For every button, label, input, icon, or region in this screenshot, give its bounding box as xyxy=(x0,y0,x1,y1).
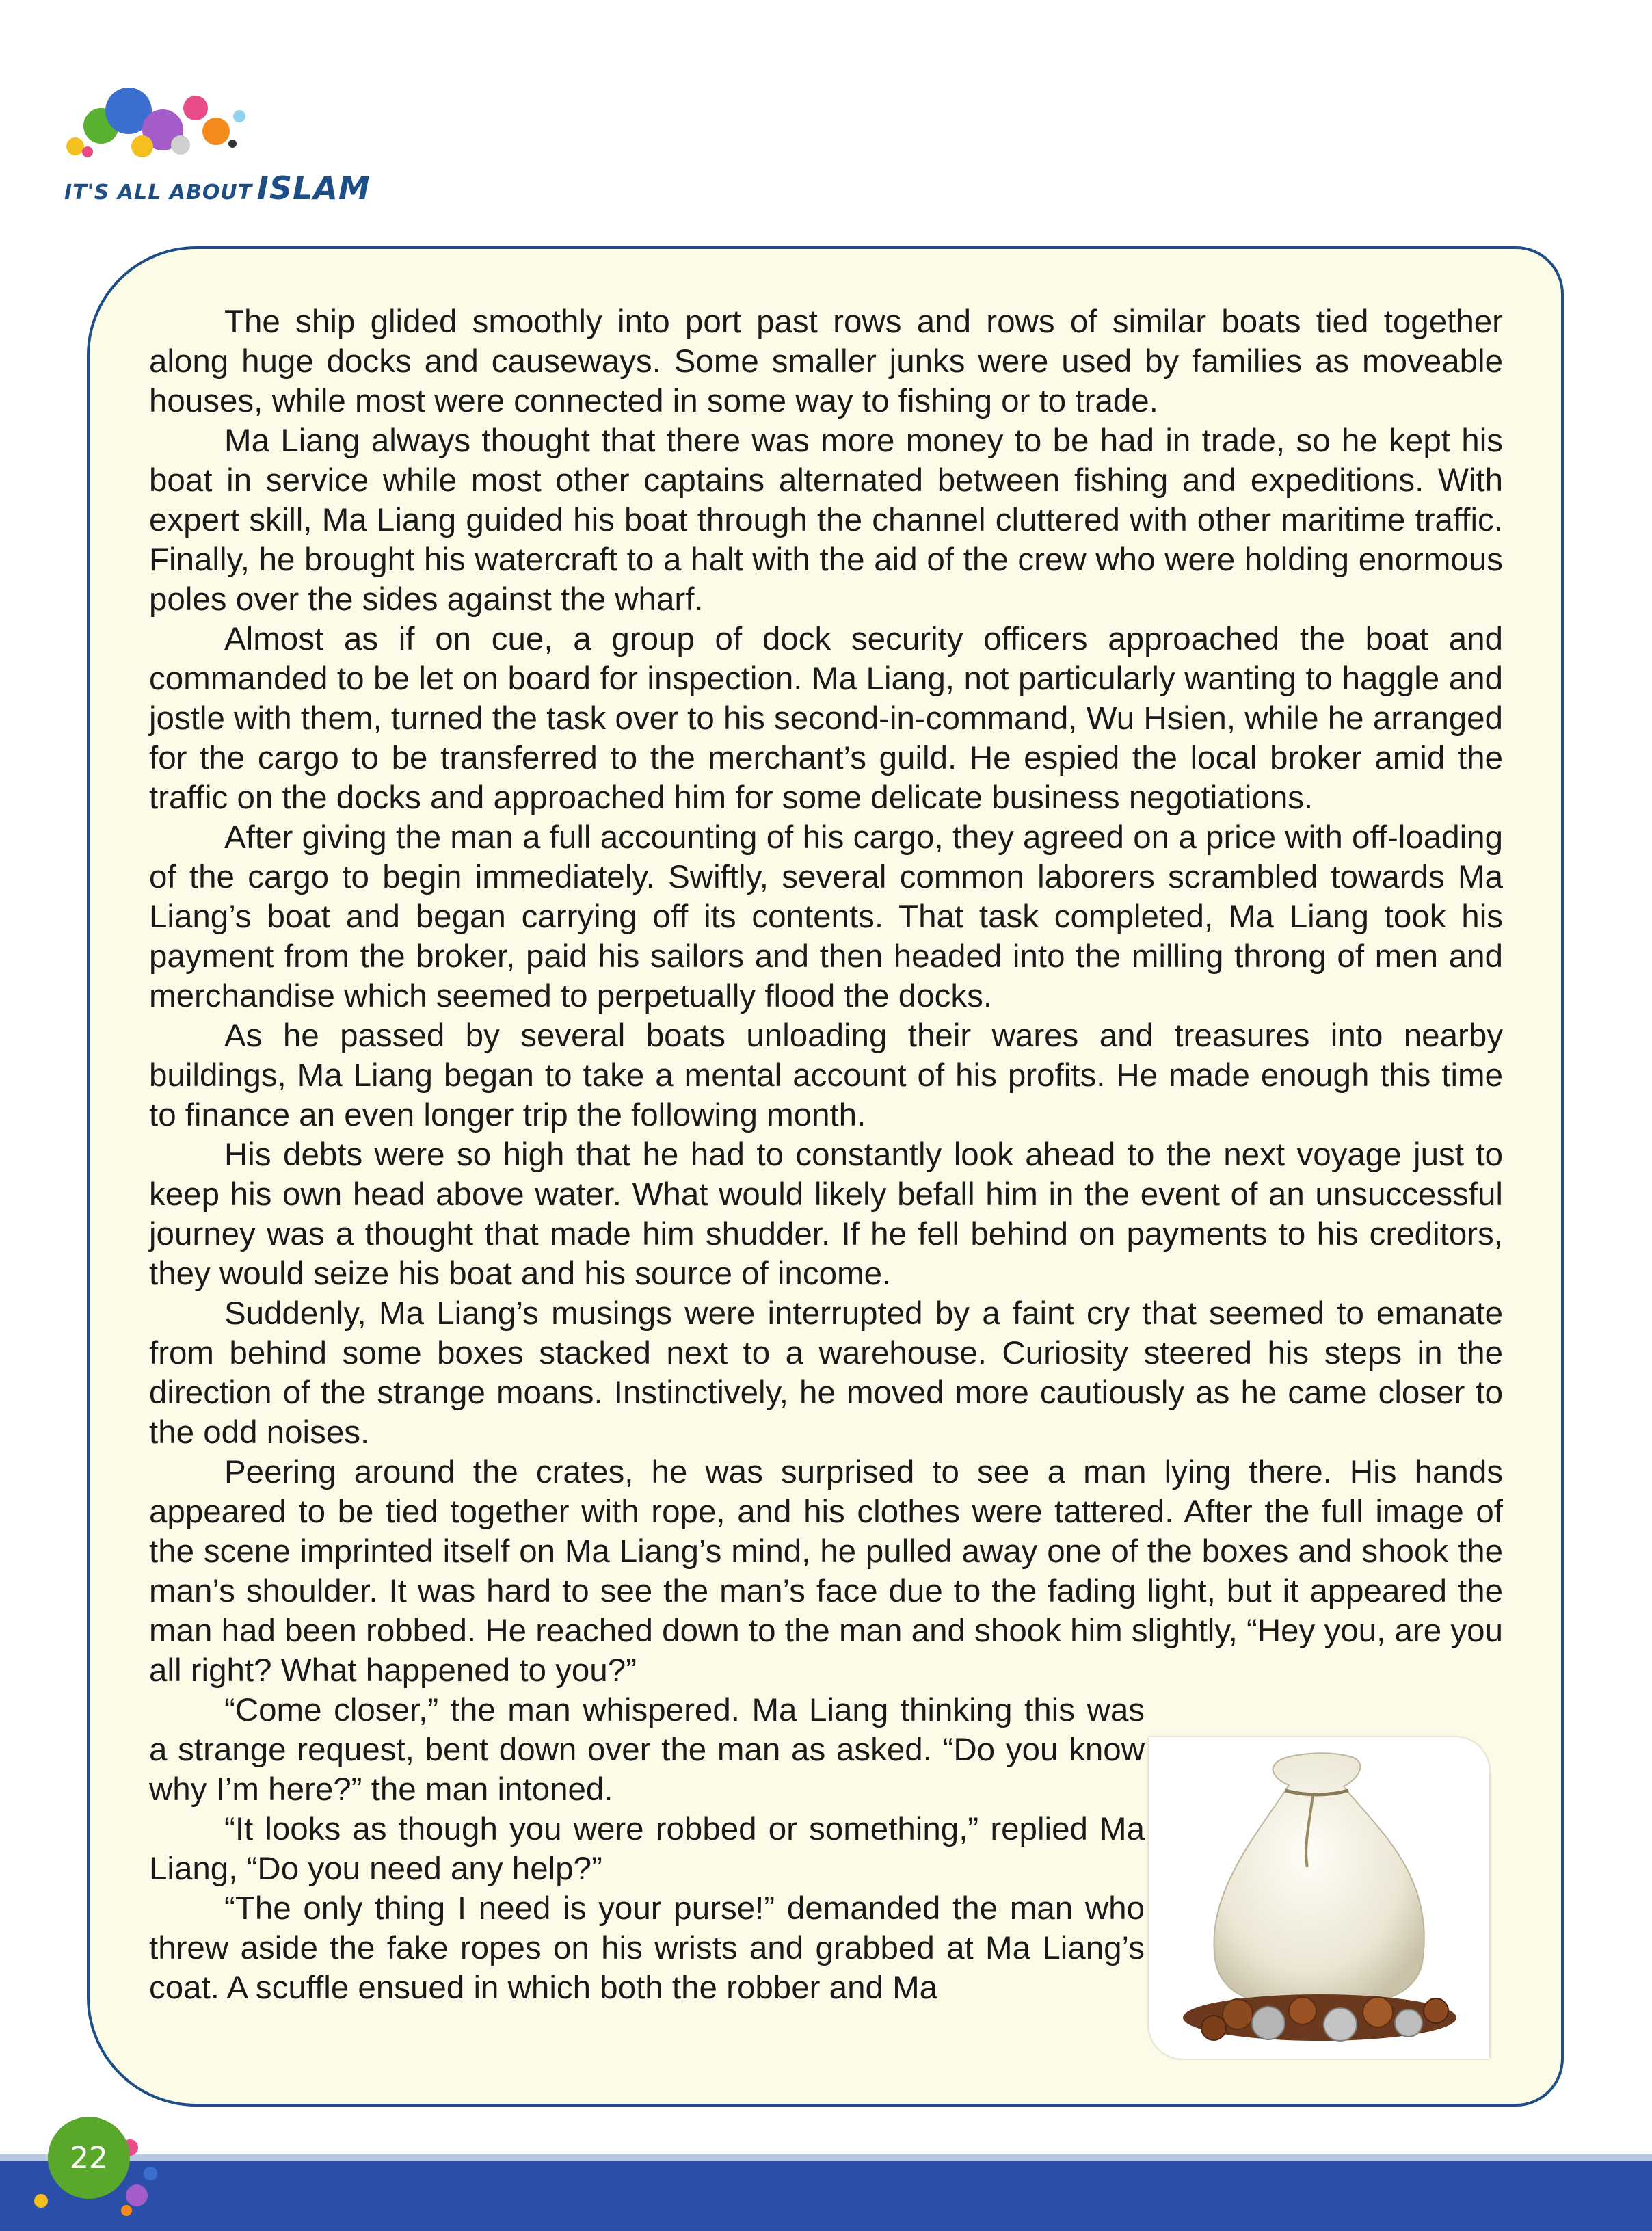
story-paragraph: “Come closer,” the man whispered. Ma Liang thinking this was a strange request, bent down over the man as asked. “Do you know why I’m here?” the man intoned. xyxy=(149,1692,1145,1808)
story-paragraph: Suddenly, Ma Liang’s musings were interrupted by a faint cry that seemed to emanate from behind some boxes stacked next to a warehouse. Curiosity steered his steps in the direction of the strange moans. Instinctively, he moved more cautiously as he came closer to the odd noises. xyxy=(149,1295,1503,1451)
logo-bubble xyxy=(233,110,245,122)
story-paragraph: Ma Liang always thought that there was more money to be had in trade, so he kept his boat in service while most other captains alternated between fishing and expeditions. With expert skill, Ma Liang guided his boat through the channel cluttered with other maritime traffic. Finally, he brought his watercraft to a halt with the aid of the crew who were holding enormous poles over the sides against the wharf. xyxy=(149,423,1503,618)
money-bag-image xyxy=(1149,1737,1489,2059)
series-title-big: ISLAM xyxy=(256,170,371,207)
story-paragraph: His debts were so high that he had to constantly look ahead to the next voyage just to keep his own head above water. What would likely befall him in the event of an unsuccessful journey was a thought that made him shudder. If he fell behind on payments to his creditors, they would seize his boat and his source of income. xyxy=(149,1137,1503,1292)
story-paragraph: Peering around the crates, he was surprised to see a man lying there. His hands appeared to be tied together with rope, and his clothes were tattered. After the full image of the scene imprinted itself on Ma Liang’s mind, he pulled away one of the boxes and shook the man’s shoulder. It was hard to see the man’s face due to the fading light, but it appeared the man had been robbed. He reached down to the man and shook him slightly, “Hey you, are you all right? What happened to you?” xyxy=(149,1454,1503,1689)
logo-bubble xyxy=(171,135,190,155)
story-paragraph: Almost as if on cue, a group of dock security officers approached the boat and commanded to be let on board for inspection. Ma Liang, not particularly wanting to haggle and jostle with them, turned the task over to his second-in-command, Wu Hsien, while he arranged for the cargo to be transferred to the merchant’s guild. He espied the local broker amid the traffic on the docks and approached him for some delicate business negotiations. xyxy=(149,621,1503,816)
series-title xyxy=(64,170,371,207)
logo-bubble xyxy=(228,140,237,148)
logo-bubble xyxy=(131,135,153,157)
story-paragraph: “It looks as though you were robbed or something,” replied Ma Liang, “Do you need any help?” xyxy=(149,1811,1145,1887)
logo-bubble xyxy=(202,118,230,145)
logo-bubble xyxy=(82,146,93,157)
logo-bubble xyxy=(66,137,84,155)
story-paragraph: As he passed by several boats unloading their wares and treasures into nearby buildings, Ma Liang began to take a mental account of his profits. He made enough this time to finance an even longer trip the following month. xyxy=(149,1018,1503,1133)
series-title-small: IT'S ALL ABOUT xyxy=(64,181,253,204)
story-paragraph: The ship glided smoothly into port past rows and rows of similar boats tied together along huge docks and causeways. Some smaller junks were used by families as moveable houses, while most were connected in some way to fishing or to trade. xyxy=(149,304,1503,419)
page-number: 22 xyxy=(48,2117,130,2199)
logo-bubble xyxy=(183,96,208,120)
story-paragraph: “The only thing I need is your purse!” demanded the man who threw aside the fake ropes on his wrists and grabbed at Ma Liang’s coat. A scuffle ensued in which both the robber and Ma xyxy=(149,1890,1145,2006)
logo-bubbles-icon xyxy=(60,83,320,172)
money-bag-icon xyxy=(1149,1737,1489,2059)
story-paragraph: After giving the man a full accounting of his cargo, they agreed on a price with off-loading of the cargo to begin immediately. Swiftly, several common laborers scrambled towards Ma Liang’s boat and began carrying off its contents. That task completed, Ma Liang took his payment from the broker, paid his sailors and then headed into the milling throng of men and merchandise which seemed to perpetually flood the docks. xyxy=(149,819,1503,1014)
footer-band xyxy=(0,2161,1652,2231)
